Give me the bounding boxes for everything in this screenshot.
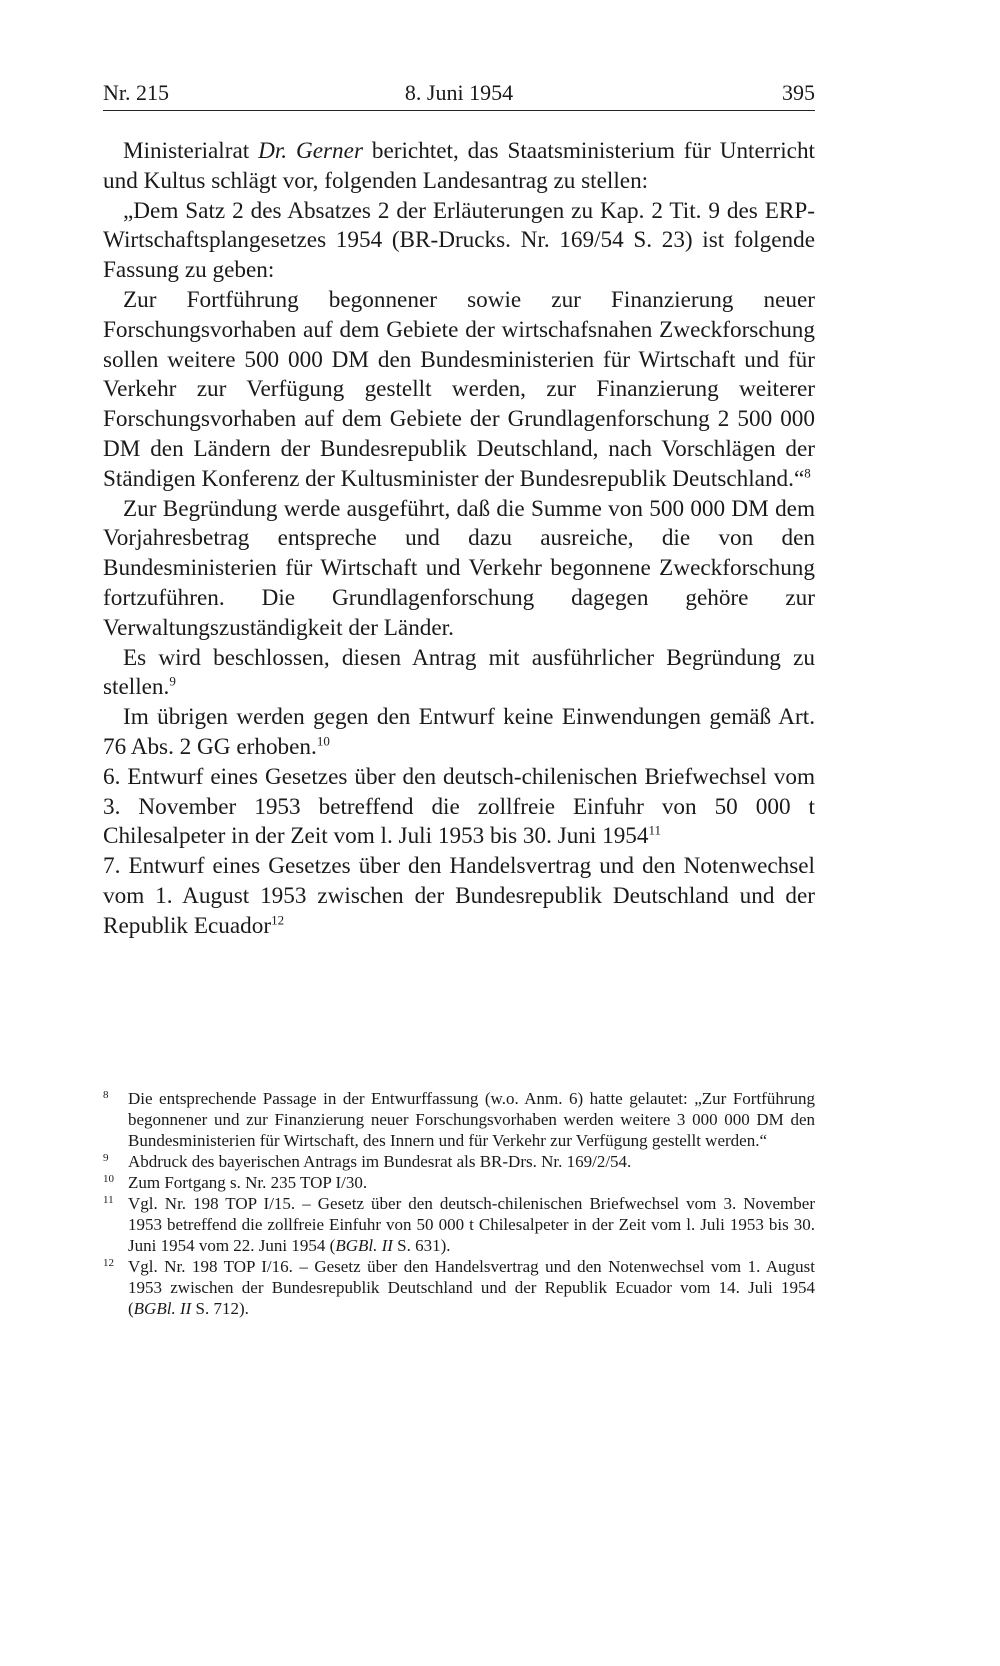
footnote-11 (103, 1193, 815, 1256)
footnote-text (128, 1193, 815, 1256)
citation-italic: BGBl. II (335, 1236, 393, 1255)
footnote-text-start: Vgl. Nr. 198 TOP I/15. – Gesetz über den deutsch-chilenischen Briefwechsel vom 3. November 1953 betreffend die zollfreie Einfuhr von 50 000 t Chilesalpeter in der Zeit vom l. Juli 1953 bis 30. Juni 1954 vom 22. Juni 1954 ( (128, 1194, 815, 1255)
footnote-number: 9 (103, 1152, 109, 1164)
paragraph-justification: Zur Begründung werde ausgeführt, daß die Summe von 500 000 DM dem Vorjahresbetrag entspreche und dazu ausreiche, die von den Bundesministerien für Wirtschaft und Verkehr begonnene Zweckforschung fortzuführen. Die Grundlagenforschung dagegen gehöre zur Verwaltungszuständigkeit der Länder. (103, 495, 815, 641)
report-text-end: berichtet, das Staatsministerium für Unterricht und Kultus schlägt vor, folgenden Landesantrag zu stellen: (103, 138, 816, 194)
footnote-12 (103, 1256, 815, 1319)
footnote-text: Die entsprechende Passage in der Entwurffassung (w.o. Anm. 6) hatte gelautet: „Zur Fortführung begonnener und zur Finanzierung neuer Forschungsvorhaben werden weitere 3 000 000 DM den Bundesministerien für Wirtschaft, des Innern und für Verkehr zur Verfügung gestellt werden.“ (128, 1089, 815, 1150)
footnote-9 (103, 1151, 815, 1172)
footnote-ref-9[interactable]: 9 (169, 673, 176, 689)
footnote-text-end: S. 712). (191, 1299, 249, 1318)
no-objections-text: Im übrigen werden gegen den Entwurf keine Einwendungen gemäß Art. 76 Abs. 2 GG erhoben. (103, 704, 815, 760)
footnote-text: Zum Fortgang s. Nr. 235 TOP I/30. (128, 1173, 368, 1192)
page-number: 395 (782, 80, 815, 105)
paragraph-proposal-text (103, 286, 815, 495)
proposal-text: Zur Fortführung begonnener sowie zur Finanzierung neuer Forschungsvorhaben auf dem Gebiete der wirtschafsnahen Zweckforschung sollen weitere 500 000 DM den Bundesministerien für Wirtschaft und für Verkehr zur Verfügung gestellt werden, zur Finanzierung weiterer Forschungsvorhaben auf dem Gebiete der Grundlagenforschung 2 500 000 DM den Ländern der Bundesrepublik Deutschland, nach Vorschlägen der Ständigen Konferenz der Kultusminister der Bundesrepublik Deutschland.“ (103, 286, 815, 492)
paragraph-decision (103, 644, 815, 704)
paragraph-report (103, 137, 815, 197)
footnote-8 (103, 1088, 815, 1151)
paragraph-no-objections (103, 703, 815, 763)
document-number: Nr. 215 (103, 80, 169, 105)
footnote-text: Abdruck des bayerischen Antrags im Bundesrat als BR-Drs. Nr. 169/2/54. (128, 1152, 632, 1171)
official-name: Dr. Gerner (258, 138, 363, 164)
footnotes (103, 1088, 815, 1319)
agenda-item-7 (103, 852, 815, 941)
footnote-ref-12[interactable]: 12 (271, 911, 285, 927)
footnote-text-start: Vgl. Nr. 198 TOP I/16. – Gesetz über den Handelsvertrag und den Notenwechsel vom 1. August 1953 zwischen der Bundesrepublik Deutschland und der Republik Ecuador vom 14. Juli 1954 ( (128, 1257, 815, 1318)
footnote-ref-11[interactable]: 11 (648, 822, 662, 838)
agenda-item-7-text: 7. Entwurf eines Gesetzes über den Handelsvertrag und den Notenwechsel vom 1. August 1953 zwischen der Bundesrepublik Deutschland und der Republik Ecuador (103, 853, 815, 939)
footnote-10 (103, 1172, 815, 1193)
footnote-number: 12 (103, 1257, 114, 1269)
report-text-start: Ministerialrat (123, 138, 259, 164)
header-date: 8. Juni 1954 (404, 80, 514, 105)
footnote-number: 11 (103, 1194, 114, 1206)
footnote-number: 8 (103, 1089, 109, 1101)
footnote-number: 10 (103, 1173, 114, 1185)
running-header (103, 78, 815, 111)
paragraph-proposal-intro: „Dem Satz 2 des Absatzes 2 der Erläuterungen zu Kap. 2 Tit. 9 des ERP-Wirtschaftsplangesetzes 1954 (BR-Drucks. Nr. 169/54 S. 23) ist folgende Fassung zu geben: (103, 197, 815, 284)
footnote-text (128, 1256, 815, 1319)
footnote-ref-10[interactable]: 10 (316, 733, 330, 749)
footnote-text-end: S. 631). (392, 1236, 451, 1255)
agenda-item-6-text: 6. Entwurf eines Gesetzes über den deutsch-chilenischen Briefwechsel vom 3. November 1953 betreffend die zollfreie Einfuhr von 50 000 t Chilesalpeter in der Zeit vom l. Juli 1953 bis 30. Juni 1954 (103, 763, 815, 850)
footnote-ref-8[interactable]: 8 (804, 465, 811, 481)
body-text (103, 137, 815, 942)
agenda-item-6 (103, 763, 815, 852)
citation-italic: BGBl. II (133, 1299, 192, 1318)
decision-text: Es wird beschlossen, diesen Antrag mit ausführlicher Begründung zu stellen. (103, 644, 815, 701)
